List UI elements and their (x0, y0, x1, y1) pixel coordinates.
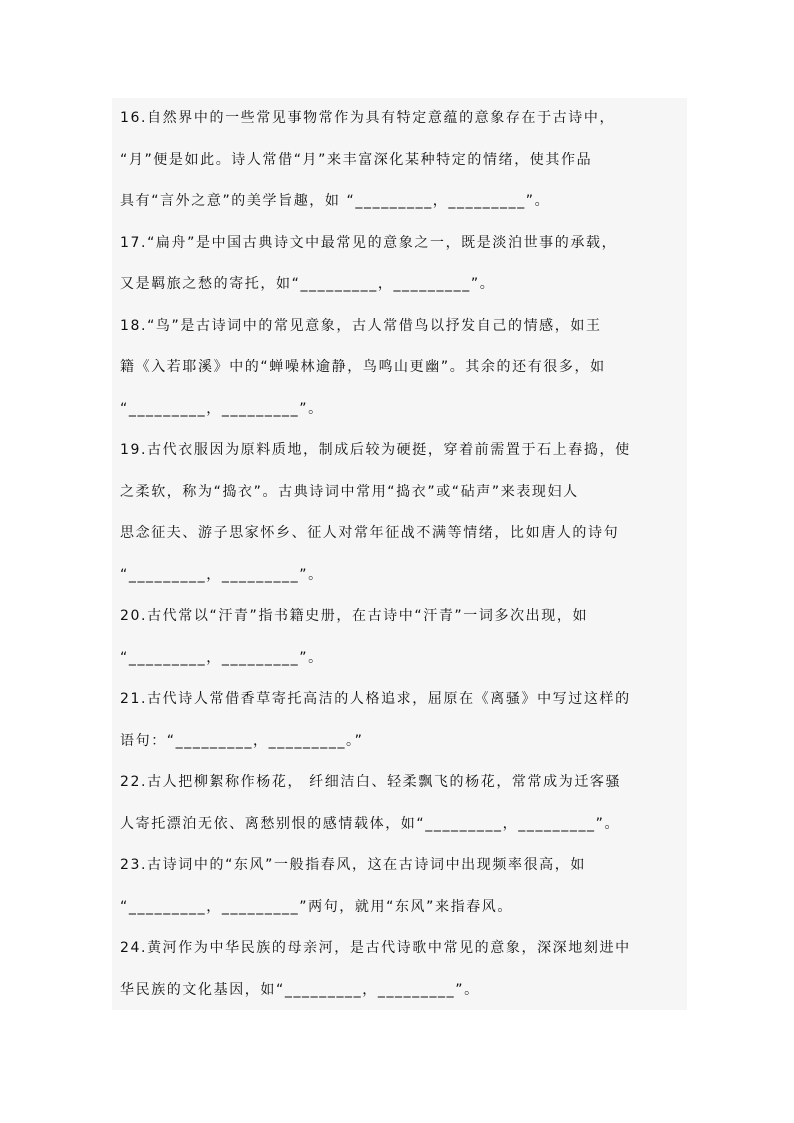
question-19-line-3: 思念征夫、游子思家怀乡、征人对常年征战不满等情绪，比如唐人的诗句 (120, 525, 620, 541)
question-19-line-2: 之柔软，称为“捣衣”。古典诗词中常用“捣衣”或“砧声”来表现妇人 (120, 484, 579, 500)
question-20-line-1: 20.古代常以“汗青”指书籍史册，在古诗中“汗青”一词多次出现，如 (120, 608, 589, 624)
question-16-line-2: “月”便是如此。诗人常借“月”来丰富深化某种特定的情绪，使其作品 (120, 152, 593, 168)
question-18-line-3: “_________，_________”。 (120, 401, 324, 417)
question-21-line-1: 21.古代诗人常借香草寄托高洁的人格追求，屈原在《离骚》中写过这样的 (120, 691, 631, 707)
question-21-line-2: 语句：“_________，_________。” (120, 733, 364, 749)
question-23-line-2: “_________，_________”两句，就用“东风”来指春风。 (120, 899, 514, 915)
question-22-line-2: 人寄托漂泊无依、离愁别恨的感情载体，如“_________，_________”。 (120, 816, 621, 832)
question-23-line-1: 23.古诗词中的“东风”一般指春风，这在古诗词中出现频率很高，如 (120, 857, 586, 873)
question-24-line-1: 24.黄河作为中华民族的母亲河，是古代诗歌中常见的意象，深深地刻进中 (120, 940, 631, 956)
question-22-line-1: 22.古人把柳絮称作杨花， 纤细洁白、轻柔飘飞的杨花，常常成为迁客骚 (120, 774, 622, 790)
question-19-line-1: 19.古代衣服因为原料质地，制成后较为硬挺，穿着前需置于石上舂捣，使 (120, 442, 631, 458)
question-20-line-2: “_________，_________”。 (120, 650, 324, 666)
question-18-line-2: 籍《入若耶溪》中的“蝉噪林逾静，鸟鸣山更幽”。其余的还有很多，如 (120, 359, 606, 375)
question-24-line-2: 华民族的文化基因，如“_________，_________”。 (120, 982, 480, 998)
question-17-line-2: 又是羁旅之愁的寄托，如“_________，_________”。 (120, 276, 496, 292)
question-16-line-1: 16.自然界中的一些常见事物常作为具有特定意蕴的意象存在于古诗中， (120, 110, 616, 126)
question-16-line-3: 具有“言外之意”的美学旨趣，如 “_________，_________”。 (120, 193, 551, 209)
question-18-line-1: 18.“鸟”是古诗词中的常见意象，古人常借鸟以抒发自己的情感，如王 (120, 318, 602, 334)
question-19-line-4: “_________，_________”。 (120, 567, 324, 583)
question-17-line-1: 17.“扁舟”是中国古典诗文中最常见的意象之一，既是淡泊世事的承载， (120, 235, 618, 251)
